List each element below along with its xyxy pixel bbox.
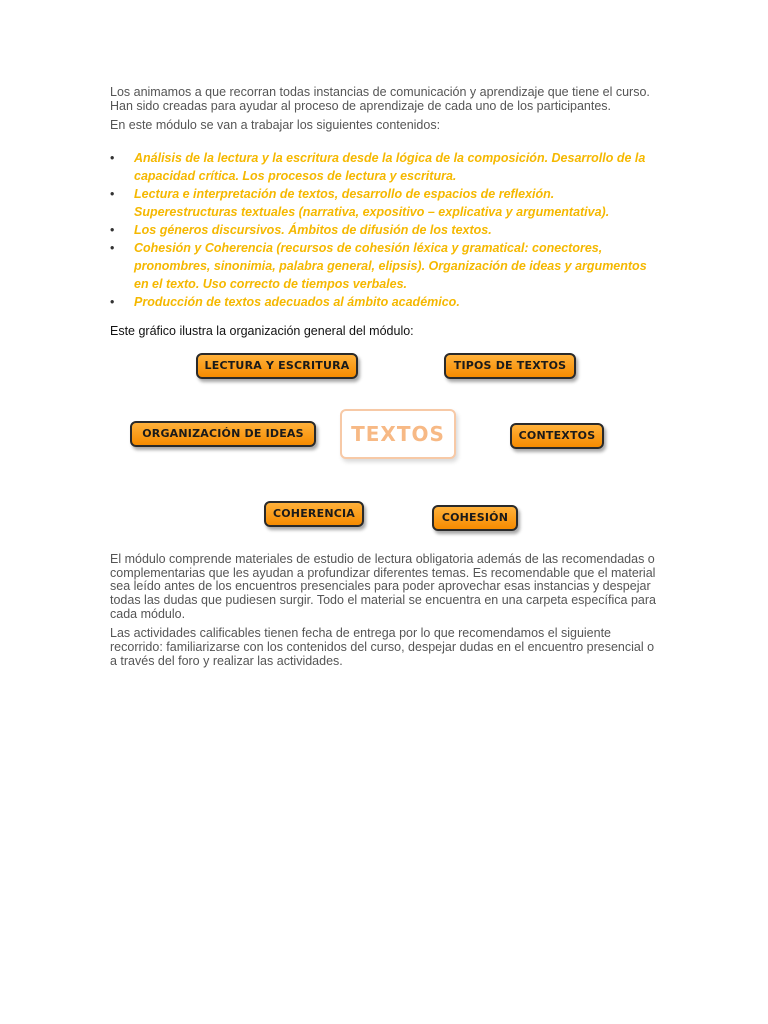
node-lectura-y-escritura: LECTURA Y ESCRITURA [196,353,358,379]
bullet-icon: • [110,241,115,256]
list-item: • Producción de textos adecuados al ámbito académico. [110,295,460,310]
contents-list [110,149,660,311]
intro-paragraph: Los animamos a que recorran todas instancias de comunicación y aprendizaje que tiene el curso. Han sido creadas para ayudar al proceso de aprendizaje de cada uno de los participantes. [110,85,650,113]
node-organizacion-de-ideas: ORGANIZACIÓN DE IDEAS [130,421,316,447]
list-item: • Lectura e interpretación de textos, desarrollo de espacios de reflexión. Superestructuras textuales (narrativa, expositivo – explicativa y argumentativa). [110,187,610,220]
bullet-icon: • [110,295,115,310]
module-diagram [110,349,610,545]
diagram-intro: Este gráfico ilustra la organización general del módulo: [110,324,414,339]
node-cohesion: COHESIÓN [432,505,518,531]
bullet-icon: • [110,151,115,166]
list-item: • Los géneros discursivos. Ámbitos de difusión de los textos. [110,223,492,238]
list-item: • Cohesión y Coherencia (recursos de cohesión léxica y gramatical: conectores, pronombres, sinonimia, palabra general, elipsis). Organización de ideas y argumentos en el texto. Uso correcto de tiempos verbales. [110,241,647,292]
contents-intro: En este módulo se van a trabajar los siguientes contenidos: [110,118,441,133]
document-body [110,86,660,674]
activities-paragraph: Las actividades calificables tienen fecha de entrega por lo que recomendamos el siguiente recorrido: familiarizarse con los contenidos del curso, despejar dudas en el encuentro presencial o a través del foro y realizar las actividades. [110,626,655,668]
center-node-textos: TEXTOS [340,409,456,459]
bullet-icon: • [110,187,115,202]
materials-paragraph: El módulo comprende materiales de estudio de lectura obligatoria además de las recomendadas o complementarias que les ayudan a profundizar diferentes temas. Es recomendable que el material sea leído antes de los encuentros presenciales para poder aprovechar esas instancias y despejar todas las dudas que pudiesen surgir. Todo el material se encuentra en una carpeta específica para cada módulo. [110,551,656,621]
node-coherencia: COHERENCIA [264,501,364,527]
bullet-icon: • [110,223,115,238]
node-contextos: CONTEXTOS [510,423,604,449]
list-item: • Análisis de la lectura y la escritura desde la lógica de la composición. Desarrollo de la capacidad crítica. Los procesos de lectura y escritura. [110,151,646,184]
node-tipos-de-textos: TIPOS DE TEXTOS [444,353,576,379]
